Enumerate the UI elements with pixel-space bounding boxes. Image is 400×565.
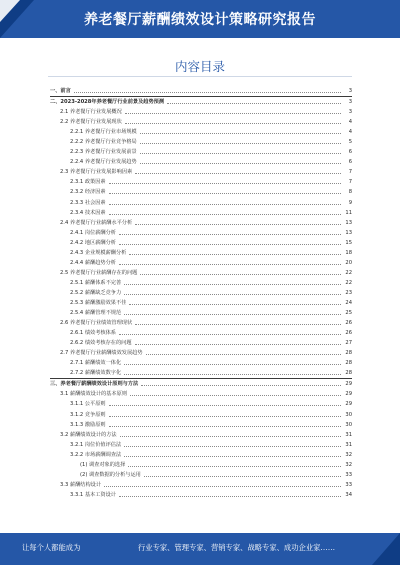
toc-entry-page: 31 <box>345 441 352 448</box>
toc-entry-label: 2.5.2 薪酬缺乏竞争力 <box>70 289 122 296</box>
toc-leader-dots <box>120 430 341 437</box>
toc-entry-page: 3 <box>348 109 352 116</box>
toc-entry-label: (1) 调查对象的选择 <box>80 461 126 468</box>
toc-entry[interactable] <box>50 187 352 197</box>
toc-entry-label: 2.6.1 绩效考核体系 <box>70 330 116 337</box>
toc-entry[interactable] <box>50 137 352 147</box>
toc-entry-page: 7 <box>348 179 352 186</box>
toc-leader-dots <box>128 460 341 467</box>
toc-leader-dots <box>130 389 341 396</box>
toc-leader-dots <box>124 368 341 375</box>
toc-leader-dots <box>119 238 341 245</box>
toc-entry-page: 25 <box>345 310 352 317</box>
toc-entry-label: 2.5.3 薪酬激励效果不佳 <box>70 299 127 306</box>
toc-entry-label: 2.3 养老餐厅行业发展影响因素 <box>60 169 133 176</box>
toc-entry-page: 31 <box>345 431 352 438</box>
toc-entry[interactable] <box>50 86 352 96</box>
toc-leader-dots <box>109 399 341 406</box>
toc-entry[interactable] <box>50 248 352 258</box>
toc-entry-label: 3.1 薪酬绩效设计的基本原则 <box>60 391 127 398</box>
table-of-contents <box>50 86 352 500</box>
toc-entry-label: 2.3.2 经济因素 <box>70 189 106 196</box>
toc-entry[interactable] <box>50 228 352 238</box>
toc-entry-label: 3.1.3 激励原则 <box>70 421 106 428</box>
toc-entry[interactable] <box>50 127 352 137</box>
toc-entry-page: 24 <box>345 299 352 306</box>
toc-entry-page: 4 <box>348 129 352 136</box>
toc-entry-label: 2.3.4 技术因素 <box>70 209 106 216</box>
toc-entry-page: 15 <box>345 239 352 246</box>
toc-entry-label: 3.2.1 岗位价值评估法 <box>70 441 122 448</box>
toc-entry[interactable] <box>50 288 352 298</box>
toc-entry-label: 2.7.2 薪酬绩效数字化 <box>70 370 122 377</box>
toc-entry-label: 3.2.2 市场薪酬调查法 <box>70 451 122 458</box>
report-title: 养老餐厅薪酬绩效设计策略研究报告 <box>84 12 316 28</box>
toc-entry[interactable] <box>50 198 352 208</box>
toc-leader-dots <box>135 167 341 174</box>
toc-leader-dots <box>135 218 341 225</box>
toc-entry-page: 26 <box>345 330 352 337</box>
toc-entry-page: 7 <box>348 169 352 176</box>
toc-leader-dots <box>129 298 341 305</box>
toc-leader-dots <box>119 490 341 497</box>
toc-entry-label: 2.2.2 养老餐厅行业竞争格局 <box>70 139 137 146</box>
footer-corner-shape <box>372 533 400 565</box>
toc-leader-dots <box>109 410 341 417</box>
toc-leader-dots <box>109 208 341 215</box>
toc-entry[interactable] <box>50 480 352 490</box>
toc-leader-dots <box>124 288 341 295</box>
toc-entry[interactable] <box>50 157 352 167</box>
toc-leader-dots <box>129 248 341 255</box>
toc-entry-page: 23 <box>345 289 352 296</box>
toc-leader-dots <box>135 318 341 325</box>
toc-entry-page: 32 <box>345 461 352 468</box>
toc-entry[interactable] <box>50 258 352 268</box>
toc-entry-label: 2.3.3 社会因素 <box>70 199 106 206</box>
toc-entry-page: 6 <box>348 149 352 156</box>
toc-leader-dots <box>119 328 341 335</box>
toc-leader-dots <box>167 97 341 104</box>
toc-entry[interactable] <box>50 107 352 117</box>
toc-leader-dots <box>124 358 341 365</box>
toc-entry-page: 29 <box>345 401 352 408</box>
toc-entry-page: 30 <box>345 421 352 428</box>
toc-entry[interactable] <box>50 268 352 278</box>
report-footer-banner <box>0 533 400 565</box>
toc-entry-page: 20 <box>345 259 352 266</box>
toc-entry-label: 2.2 养老餐厅行业发展现状 <box>60 119 122 126</box>
toc-entry[interactable] <box>50 460 352 470</box>
toc-entry-page: 6 <box>348 159 352 166</box>
toc-entry-page: 34 <box>345 491 352 498</box>
toc-entry-page: 28 <box>345 360 352 367</box>
toc-entry-label: 3.3 薪酬结构设计 <box>60 481 102 488</box>
toc-entry-page: 26 <box>345 320 352 327</box>
toc-leader-dots <box>140 127 341 134</box>
toc-leader-dots <box>119 258 341 265</box>
toc-entry[interactable] <box>50 208 352 218</box>
toc-entry-page: 11 <box>345 209 352 216</box>
toc-heading: 内容目录 <box>174 59 225 74</box>
toc-entry[interactable] <box>50 218 352 228</box>
toc-entry-label: 2.4 养老餐厅行业薪酬水平分析 <box>60 219 133 226</box>
toc-entry[interactable] <box>50 278 352 288</box>
toc-entry-label: 三、养老餐厅薪酬绩效设计原则与方法 <box>50 381 139 388</box>
toc-entry-label: 2.4.1 岗位薪酬分析 <box>70 229 116 236</box>
toc-entry[interactable] <box>50 399 352 409</box>
footer-tagline: 行业专家、管理专家、营销专家、战略专家、成功企业家…… <box>138 543 336 552</box>
toc-entry-label: 2.5.4 薪酬管理不规范 <box>70 310 122 317</box>
toc-entry[interactable] <box>50 420 352 430</box>
toc-entry-label: 3.2 薪酬绩效设计的方法 <box>60 431 117 438</box>
toc-leader-dots <box>109 187 341 194</box>
toc-entry-page: 33 <box>345 471 352 478</box>
toc-entry[interactable] <box>50 318 352 328</box>
toc-entry[interactable] <box>50 368 352 378</box>
toc-divider <box>48 76 352 77</box>
toc-entry-page: 30 <box>345 411 352 418</box>
toc-leader-dots <box>119 228 341 235</box>
toc-entry-label: 3.1.2 竞争原则 <box>70 411 106 418</box>
toc-entry[interactable] <box>50 490 352 500</box>
toc-leader-dots <box>124 278 341 285</box>
toc-entry[interactable] <box>50 430 352 440</box>
toc-leader-dots <box>141 379 341 386</box>
toc-leader-dots <box>109 420 341 427</box>
toc-leader-dots <box>140 157 341 164</box>
toc-entry[interactable] <box>50 328 352 338</box>
toc-entry[interactable] <box>50 440 352 450</box>
toc-entry[interactable] <box>50 348 352 358</box>
toc-entry[interactable] <box>50 147 352 157</box>
toc-entry-label: 2.6.2 绩效考核存在的问题 <box>70 340 132 347</box>
toc-leader-dots <box>124 450 341 457</box>
toc-entry-page: 5 <box>348 139 352 146</box>
toc-entry-label: 2.2.4 养老餐厅行业发展趋势 <box>70 159 137 166</box>
toc-entry-page: 28 <box>345 350 352 357</box>
toc-entry-label: 2.3.1 政策因素 <box>70 179 106 186</box>
toc-entry-page: 4 <box>348 119 352 126</box>
toc-entry-page: 29 <box>345 391 352 398</box>
toc-entry[interactable] <box>50 96 352 107</box>
toc-entry[interactable] <box>50 389 352 399</box>
toc-leader-dots <box>125 117 341 124</box>
toc-entry[interactable] <box>50 117 352 127</box>
toc-entry-label: 2.6 养老餐厅行业绩效管理现状 <box>60 320 133 327</box>
toc-entry-label: 3.3.1 基本工资设计 <box>70 491 116 498</box>
toc-entry[interactable] <box>50 167 352 177</box>
toc-entry-label: 2.7.1 薪酬绩效一体化 <box>70 360 122 367</box>
toc-entry-page: 33 <box>345 481 352 488</box>
toc-entry-page: 3 <box>348 99 352 106</box>
toc-entry-label: 2.4.2 地区薪酬分析 <box>70 239 116 246</box>
toc-leader-dots <box>146 348 341 355</box>
toc-leader-dots <box>104 480 341 487</box>
toc-entry-label: 2.5.1 薪酬体系不完善 <box>70 279 122 286</box>
toc-entry-page: 32 <box>345 451 352 458</box>
toc-entry-label: 2.7 养老餐厅行业薪酬绩效发展趋势 <box>60 350 143 357</box>
toc-entry-label: 2.2.3 养老餐厅行业发展前景 <box>70 149 137 156</box>
toc-entry-page: 3 <box>348 88 352 94</box>
toc-entry[interactable] <box>50 450 352 460</box>
toc-entry-label: 3.1.1 公平原则 <box>70 401 106 408</box>
footer-slogan: 让每个人都能成为 <box>22 543 81 552</box>
toc-entry[interactable] <box>50 378 352 389</box>
toc-leader-dots <box>140 137 341 144</box>
toc-entry-page: 22 <box>345 279 352 286</box>
toc-entry-label: 一、前言 <box>50 88 71 94</box>
toc-entry-page: 18 <box>345 249 352 256</box>
toc-entry[interactable] <box>50 177 352 187</box>
toc-entry-label: 2.4.4 薪酬趋势分析 <box>70 259 116 266</box>
toc-entry-page: 13 <box>345 219 352 226</box>
toc-entry[interactable] <box>50 298 352 308</box>
toc-entry-page: 13 <box>345 229 352 236</box>
report-header-banner <box>0 0 400 38</box>
toc-entry-label: 2.5 养老餐厅行业薪酬存在的问题 <box>60 269 138 276</box>
toc-leader-dots <box>74 86 341 93</box>
toc-entry-label: 2.4.3 企业规模薪酬分析 <box>70 249 127 256</box>
toc-leader-dots <box>135 338 341 345</box>
toc-entry[interactable] <box>50 238 352 248</box>
toc-entry-label: 2.1 养老餐厅行业发展概况 <box>60 109 122 116</box>
toc-leader-dots <box>109 198 341 205</box>
toc-entry-page: 28 <box>345 370 352 377</box>
toc-entry-page: 29 <box>345 381 352 388</box>
toc-leader-dots <box>124 440 341 447</box>
toc-entry-label: 2.2.1 养老餐厅行业市场规模 <box>70 129 137 136</box>
toc-entry[interactable] <box>50 308 352 318</box>
toc-entry-label: (2) 调查数据的分析与运用 <box>80 471 141 478</box>
toc-leader-dots <box>109 177 341 184</box>
toc-leader-dots <box>125 107 341 114</box>
toc-entry-page: 22 <box>345 269 352 276</box>
toc-leader-dots <box>140 268 341 275</box>
toc-leader-dots <box>144 470 341 477</box>
toc-entry-label: 二、2023-2028年养老餐厅行业前景及趋势预测 <box>50 99 165 106</box>
toc-entry[interactable] <box>50 358 352 368</box>
toc-leader-dots <box>124 308 341 315</box>
toc-entry-page: 8 <box>348 189 352 196</box>
toc-entry-page: 9 <box>348 199 352 206</box>
toc-entry[interactable] <box>50 338 352 348</box>
toc-leader-dots <box>140 147 341 154</box>
toc-entry-page: 27 <box>345 340 352 347</box>
toc-entry[interactable] <box>50 410 352 420</box>
toc-entry[interactable] <box>50 470 352 480</box>
